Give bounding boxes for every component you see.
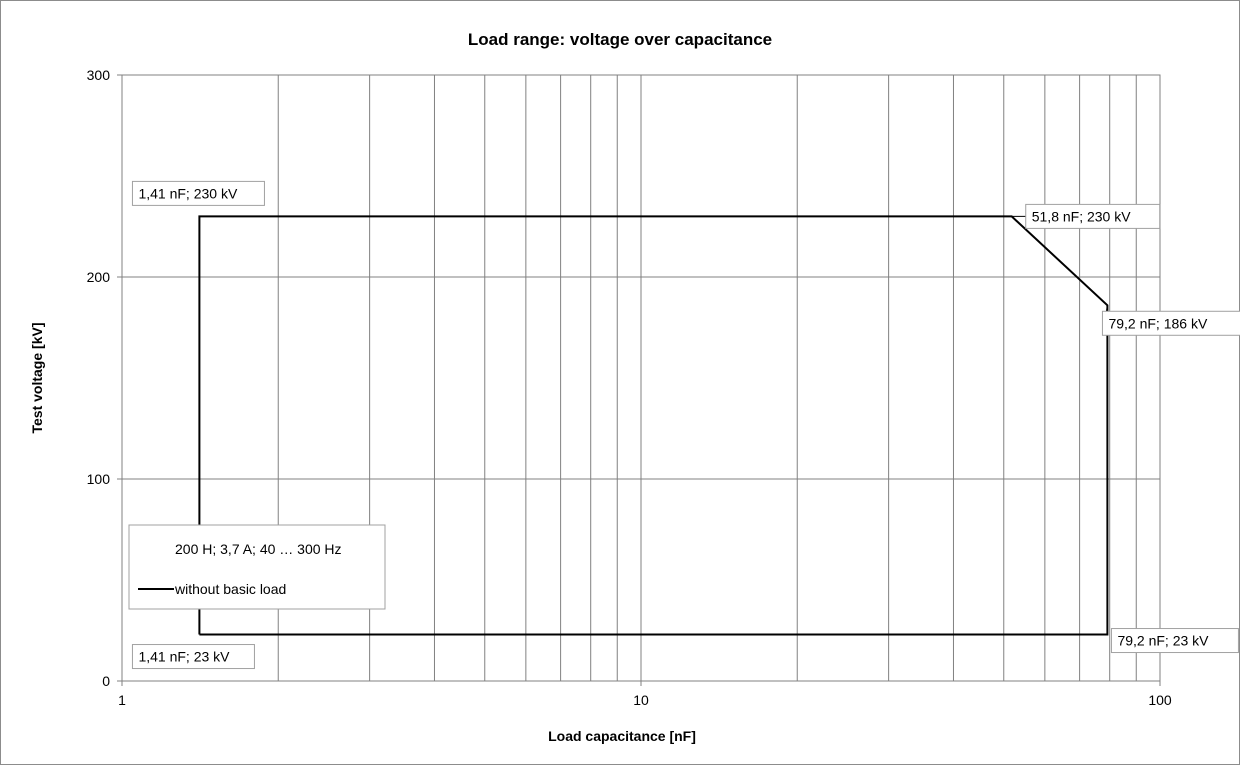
- y-tick-label: 0: [102, 673, 110, 689]
- y-axis-title: Test voltage [kV]: [29, 322, 45, 434]
- chart-title: Load range: voltage over capacitance: [467, 30, 773, 49]
- annotation-label: 79,2 nF; 186 kV: [1108, 315, 1208, 332]
- annotation-label: 1,41 nF; 23 kV: [138, 648, 230, 665]
- annotation-label: 79,2 nF; 23 kV: [1117, 632, 1209, 649]
- annotation-label: 51,8 nF; 230 kV: [1031, 208, 1131, 225]
- legend: [129, 525, 385, 609]
- legend-header: 200 H; 3,7 A; 40 … 300 Hz: [175, 541, 342, 557]
- y-tick-label: 100: [86, 471, 110, 487]
- x-tick-label: 100: [1148, 692, 1172, 708]
- annotation-label: 1,41 nF; 230 kV: [138, 185, 238, 202]
- x-axis-title: Load capacitance [nF]: [548, 728, 696, 744]
- y-tick-label: 200: [86, 269, 110, 285]
- y-tick-label: 300: [86, 67, 110, 83]
- x-tick-label: 10: [633, 692, 649, 708]
- legend-series-label: without basic load: [175, 581, 287, 597]
- x-tick-label: 1: [118, 692, 126, 708]
